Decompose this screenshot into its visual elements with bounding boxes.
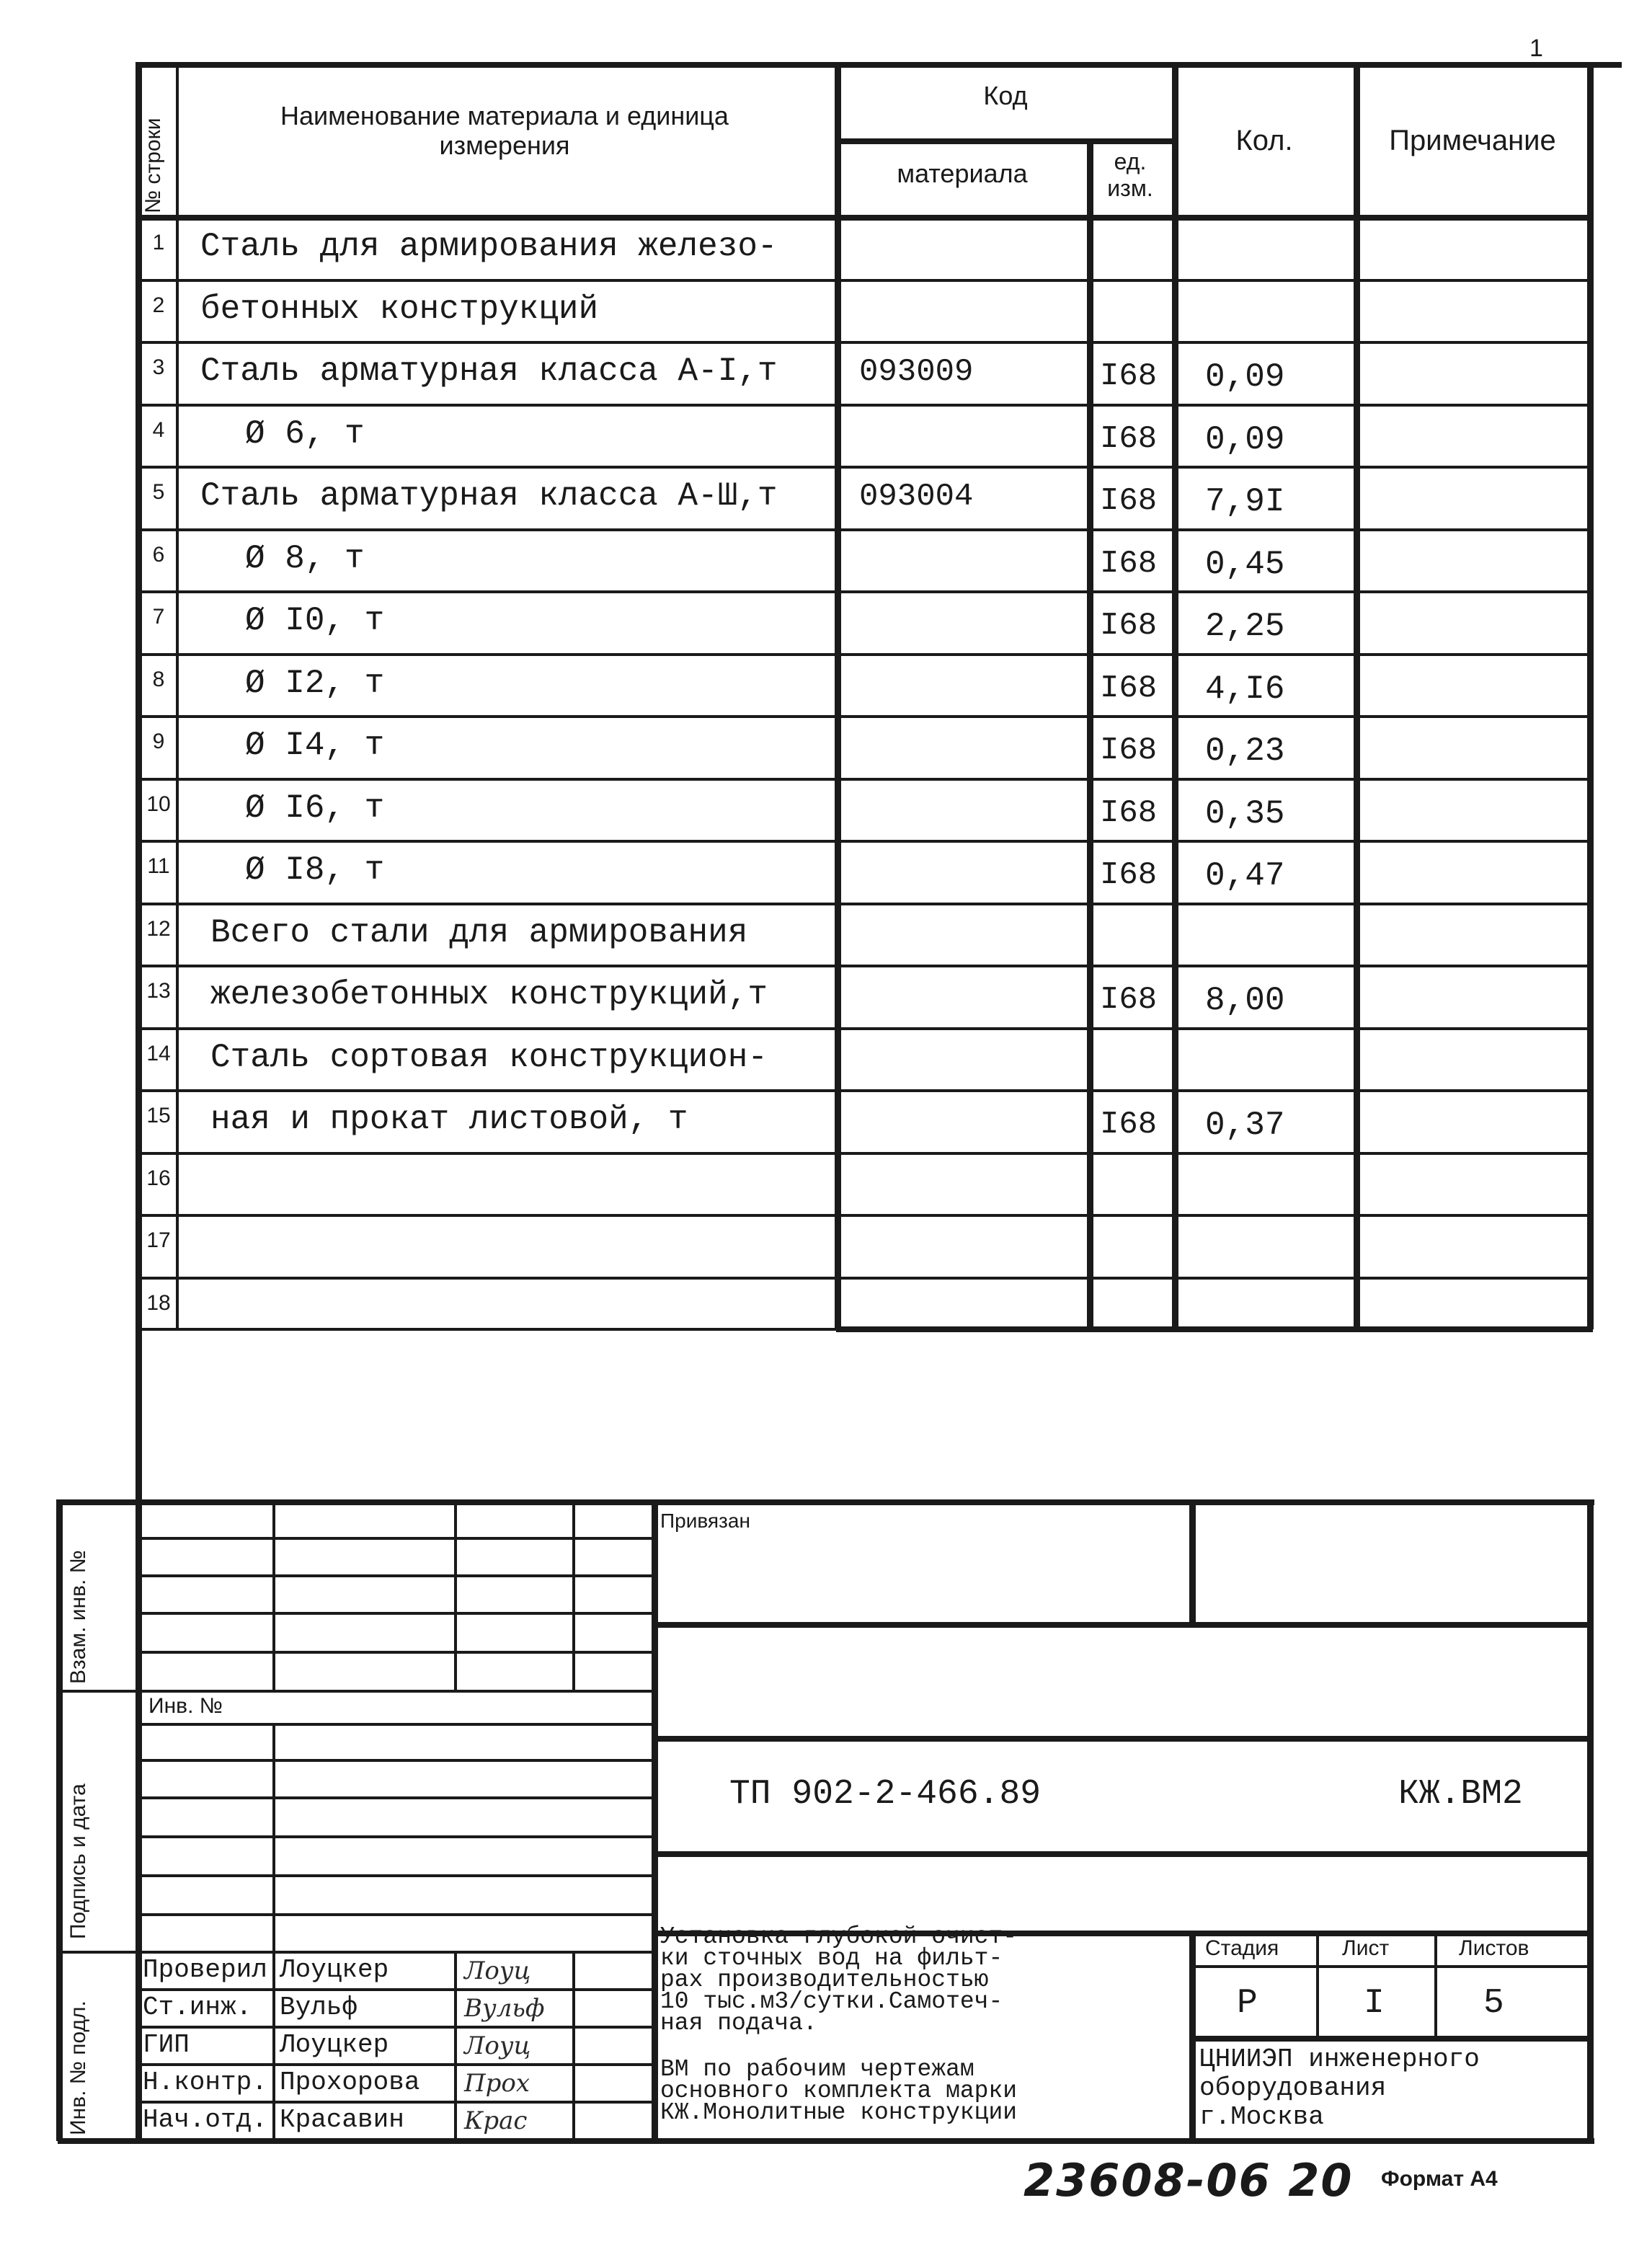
row-unit-code: I68 xyxy=(1100,982,1158,1018)
row-quantity: 0,35 xyxy=(1205,794,1285,833)
row-unit-code: I68 xyxy=(1100,670,1158,706)
row-material-name: Всего стали для армирования xyxy=(210,913,748,952)
row-material-name: бетонных конструкций xyxy=(200,290,599,328)
signer-name: Красавин xyxy=(280,2105,404,2135)
row-unit-code: I68 xyxy=(1100,732,1158,768)
row-number: 1 xyxy=(152,231,165,254)
row-number: 14 xyxy=(146,1041,171,1065)
stamp-doc-code: ТП 902-2-466.89 xyxy=(729,1775,1042,1814)
header-code: Код xyxy=(983,81,1028,110)
stamp-org-line: оборудования xyxy=(1199,2073,1387,2103)
footer-doc-number: 23608-06 20 xyxy=(1023,2154,1354,2207)
row-material-code: 093004 xyxy=(859,479,974,515)
stamp-title-line: 10 тыс.м3/сутки.Самотеч- xyxy=(660,1988,1003,2015)
row-number: 11 xyxy=(147,854,170,878)
row-material-name: ная и прокат листовой, т xyxy=(210,1101,688,1138)
stamp-title-line: ки сточных вод на фильт- xyxy=(660,1945,1003,1972)
stamp-stage-label: Стадия xyxy=(1205,1936,1279,1960)
signer-name: Прохорова xyxy=(280,2067,420,2097)
row-number: 17 xyxy=(146,1228,171,1252)
row-unit-code: I68 xyxy=(1100,857,1158,893)
row-number: 5 xyxy=(152,480,165,504)
row-material-name: Ø I8, т xyxy=(245,851,385,889)
signer-role: Н.контр. xyxy=(143,2067,267,2097)
signer-signature: Крас xyxy=(464,2106,528,2135)
stamp-title-line: ная подача. xyxy=(660,2010,817,2037)
row-quantity: 0,37 xyxy=(1205,1107,1285,1144)
signer-name: Вульф xyxy=(280,1993,358,2022)
stamp-stage-value: Р xyxy=(1237,1984,1258,2023)
row-number: 18 xyxy=(146,1290,171,1315)
row-number: 9 xyxy=(152,730,165,753)
row-quantity: 0,47 xyxy=(1205,857,1285,895)
stamp-sheet-value: I xyxy=(1364,1984,1385,2023)
row-number: 10 xyxy=(146,792,171,816)
signer-role: Проверил xyxy=(143,1955,267,1985)
row-quantity: 0,45 xyxy=(1205,545,1285,583)
row-material-name: Сталь арматурная класса А-Ш,т xyxy=(200,477,778,515)
row-material-name: Сталь сортовая конструкцион- xyxy=(210,1038,768,1076)
signer-signature: Прох xyxy=(464,2069,530,2098)
row-unit-code: I68 xyxy=(1100,483,1158,519)
row-number: 7 xyxy=(152,605,165,629)
row-number: 12 xyxy=(146,916,171,941)
label-inv-podl: Инв. № подл. xyxy=(66,2000,90,2135)
signer-role: Ст.инж. xyxy=(143,1993,252,2022)
row-quantity: 4,I6 xyxy=(1205,670,1285,708)
row-unit-code: I68 xyxy=(1100,420,1158,457)
stamp-doc-mark: КЖ.ВМ2 xyxy=(1398,1775,1523,1814)
stamp-vm-line: основного комплекта марки xyxy=(660,2078,1018,2104)
row-material-name: Ø I2, т xyxy=(245,664,385,702)
signer-signature: Вульф xyxy=(464,1994,545,2023)
stamp-sheets-value: 5 xyxy=(1483,1984,1504,2023)
row-number: 15 xyxy=(146,1104,171,1127)
row-material-name: Ø I4, т xyxy=(245,727,385,764)
stamp-privyazan: Привязан xyxy=(660,1510,750,1532)
footer-format: Формат А4 xyxy=(1381,2167,1498,2191)
stamp-vm-line: ВМ по рабочим чертежам xyxy=(660,2056,974,2083)
row-material-name: Ø 8, т xyxy=(245,539,365,577)
label-podpis-data: Подпись и дата xyxy=(66,1783,90,1939)
row-material-name: железобетонных конструкций,т xyxy=(210,976,768,1014)
stamp-title-line: Установка глубокой очист- xyxy=(660,1923,1018,1950)
stamp-org-line: ЦНИИЭП инженерного xyxy=(1199,2044,1480,2074)
signer-name: Лоуцкер xyxy=(280,2030,389,2060)
row-material-name: Ø I0, т xyxy=(245,602,385,639)
row-unit-code: I68 xyxy=(1100,608,1158,644)
row-material-name: Ø I6, т xyxy=(245,789,385,827)
row-quantity: 0,09 xyxy=(1205,420,1285,458)
row-material-name: Сталь для армирования железо- xyxy=(200,228,778,265)
signer-signature: Лоуц xyxy=(464,1956,531,1985)
row-quantity: 0,23 xyxy=(1205,732,1285,770)
header-note: Примечание xyxy=(1389,125,1556,156)
stamp-org-line: г.Москва xyxy=(1199,2102,1324,2132)
row-quantity: 8,00 xyxy=(1205,982,1285,1019)
stamp-sheets-label: Листов xyxy=(1459,1936,1529,1960)
row-number: 13 xyxy=(146,979,171,1003)
header-name: Наименование материала и единица измерения xyxy=(280,101,729,161)
row-quantity: 7,9I xyxy=(1205,483,1285,520)
row-unit-code: I68 xyxy=(1100,794,1158,831)
label-vzam-inv: Взам. инв. № xyxy=(66,1550,90,1684)
row-quantity: 2,25 xyxy=(1205,608,1285,645)
header-row-no: № строки xyxy=(141,118,165,213)
row-material-name: Сталь арматурная класса А-I,т xyxy=(200,353,778,390)
corner-mark: 1 xyxy=(1529,35,1543,62)
signer-role: ГИП xyxy=(143,2030,190,2060)
stamp-vm-line: КЖ.Монолитные конструкции xyxy=(660,2099,1018,2126)
signer-name: Лоуцкер xyxy=(280,1955,389,1985)
row-material-code: 093009 xyxy=(859,354,974,390)
row-number: 16 xyxy=(146,1166,171,1190)
row-quantity: 0,09 xyxy=(1205,358,1285,396)
row-number: 2 xyxy=(152,293,165,317)
header-material: материала xyxy=(897,159,1028,188)
stamp-inv-no: Инв. № xyxy=(148,1694,223,1718)
row-number: 6 xyxy=(152,542,165,567)
row-number: 8 xyxy=(152,667,165,691)
header-qty: Кол. xyxy=(1235,125,1293,156)
row-material-name: Ø 6, т xyxy=(245,415,365,453)
signer-role: Нач.отд. xyxy=(143,2105,267,2135)
row-unit-code: I68 xyxy=(1100,1107,1158,1143)
row-number: 4 xyxy=(152,417,165,442)
signer-signature: Лоуц xyxy=(464,2031,531,2060)
header-unit: ед. изм. xyxy=(1107,149,1153,201)
stamp-title-line: рах производительностью xyxy=(660,1967,989,1993)
row-number: 3 xyxy=(152,355,165,379)
row-unit-code: I68 xyxy=(1100,358,1158,394)
row-unit-code: I68 xyxy=(1100,545,1158,582)
stamp-sheet-label: Лист xyxy=(1342,1936,1390,1960)
